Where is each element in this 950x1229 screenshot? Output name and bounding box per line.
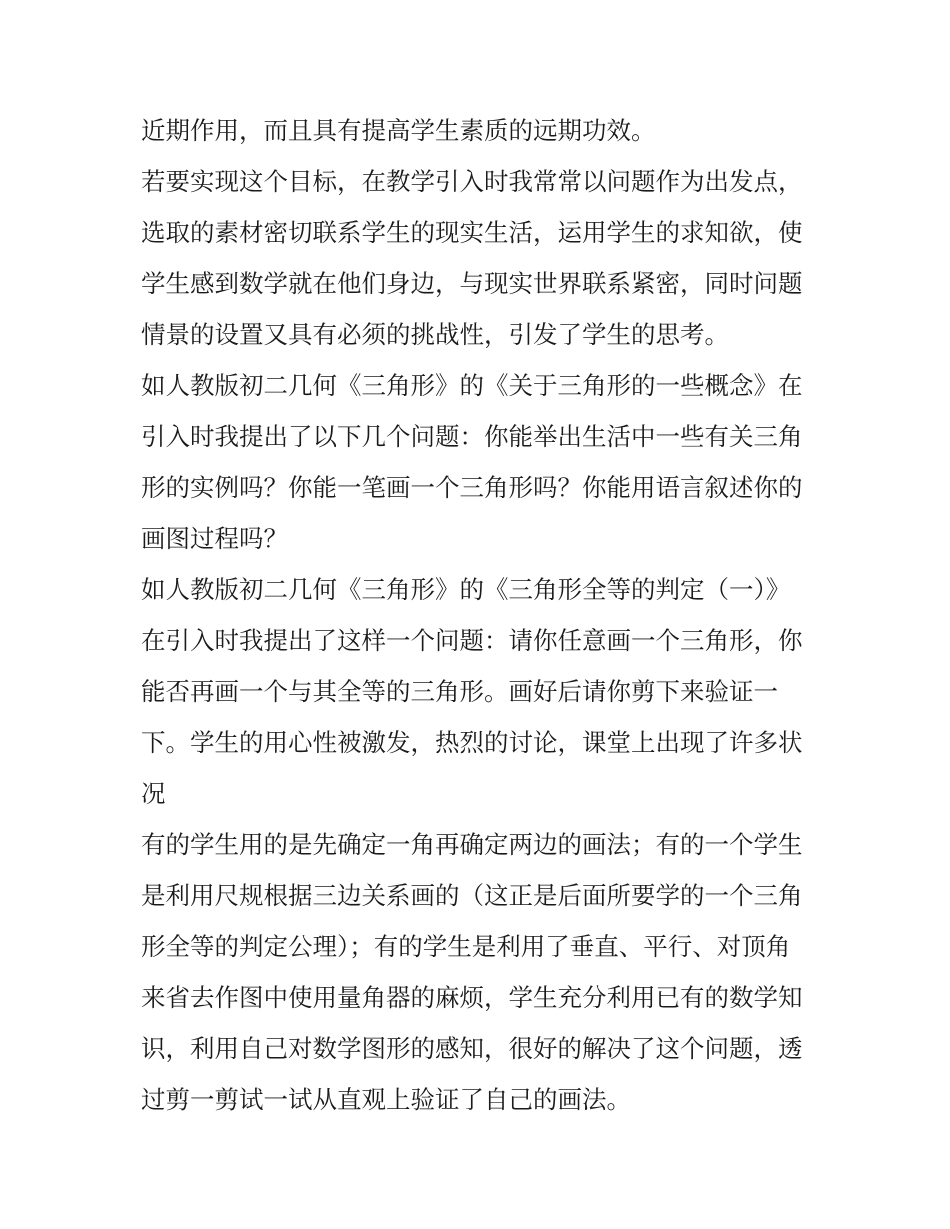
text-line: 情景的设置又具有必须的挑战性，引发了学生的思考。 [141,320,729,349]
text-line: 来省去作图中使用量角器的麻烦，学生充分利用已有的数学知 [141,983,803,1012]
text-line: 况 [141,779,166,808]
text-line: 若要实现这个目标，在教学引入时我常常以问题作为出发点， [141,167,803,196]
text-line: 能否再画一个与其全等的三角形。画好后请你剪下来验证一 [141,677,778,706]
text-line: 形全等的判定公理）；有的学生是利用了垂直、平行、对顶角 [141,932,791,961]
text-line: 画图过程吗？ [141,524,288,553]
text-line: 在引入时我提出了这样一个问题：请你任意画一个三角形，你 [141,626,803,655]
document-body [141,105,821,1125]
text-line: 选取的素材密切联系学生的现实生活，运用学生的求知欲，使 [141,218,803,247]
text-line: 是利用尺规根据三边关系画的（这正是后面所要学的一个三角 [141,881,803,910]
text-line: 如人教版初二几何《三角形》的《三角形全等的判定（一）》 [141,575,791,604]
text-line: 如人教版初二几何《三角形》的《关于三角形的一些概念》在 [141,371,803,400]
text-line: 识，利用自己对数学图形的感知，很好的解决了这个问题，透 [141,1034,803,1063]
text-line: 下。学生的用心性被激发，热烈的讨论，课堂上出现了许多状 [141,728,803,757]
text-line: 有的学生用的是先确定一角再确定两边的画法；有的一个学生 [141,830,803,859]
text-line: 引入时我提出了以下几个问题：你能举出生活中一些有关三角 [141,422,803,451]
text-line: 学生感到数学就在他们身边，与现实世界联系紧密，同时问题 [141,269,803,298]
text-line: 过剪一剪试一试从直观上验证了自己的画法。 [141,1085,631,1114]
text-line: 形的实例吗？你能一笔画一个三角形吗？你能用语言叙述你的 [141,473,803,502]
text-line: 近期作用，而且具有提高学生素质的远期功效。 [141,116,656,145]
